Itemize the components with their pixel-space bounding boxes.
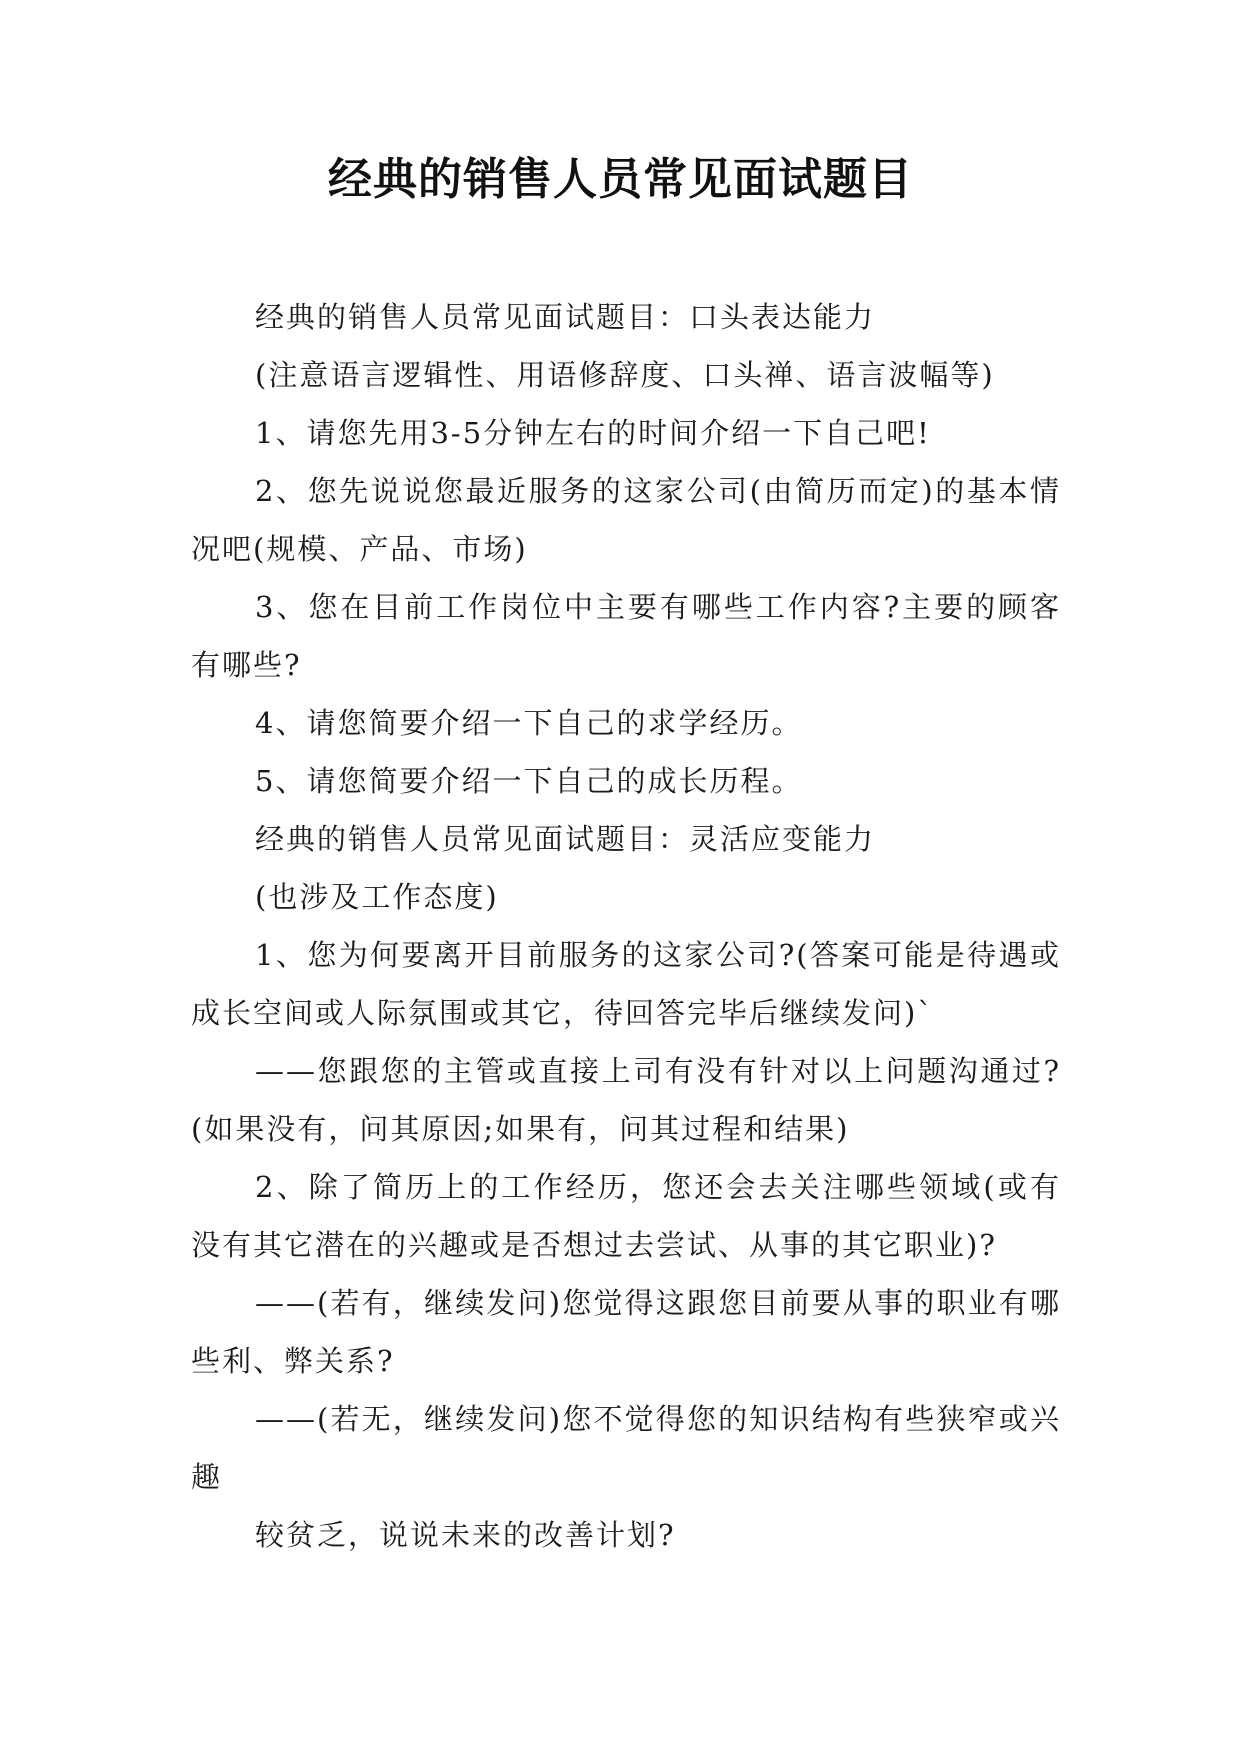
question-item: 1、您为何要离开目前服务的这家公司?(答案可能是待遇或成长空间或人际氛围或其它，待回答完毕后继续发问)` xyxy=(191,938,1061,1030)
question-item: 2、除了简历上的工作经历，您还会去关注哪些领域(或有没有其它潜在的兴趣或是否想过去尝试、从事的其它职业)? xyxy=(191,1170,1061,1262)
paragraph: (注意语言逻辑性、用语修辞度、口头禅、语言波幅等) xyxy=(255,358,995,392)
follow-up-item: ——(若有，继续发问)您觉得这跟您目前要从事的职业有哪些利、弊关系? xyxy=(191,1286,1061,1378)
question-item: 1、请您先用3-5分钟左右的时间介绍一下自己吧! xyxy=(255,416,931,450)
document-body xyxy=(191,288,1061,1564)
follow-up-item: ——(若无，继续发问)您不觉得您的知识结构有些狭窄或兴趣 xyxy=(191,1402,1061,1494)
section-heading-adaptability: 经典的销售人员常见面试题目：灵活应变能力 xyxy=(255,822,876,856)
follow-up-item: ——您跟您的主管或直接上司有没有针对以上问题沟通过?(如果没有，问其原因;如果有，问其过程和结果) xyxy=(191,1054,1061,1146)
question-item: 5、请您简要介绍一下自己的成长历程。 xyxy=(255,764,803,798)
paragraph: 较贫乏，说说未来的改善计划? xyxy=(255,1518,676,1552)
section-heading-verbal: 经典的销售人员常见面试题目：口头表达能力 xyxy=(255,300,876,334)
document-title: 经典的销售人员常见面试题目 xyxy=(328,154,913,205)
question-item: 4、请您简要介绍一下自己的求学经历。 xyxy=(255,706,803,740)
paragraph: (也涉及工作态度) xyxy=(255,880,499,914)
question-item: 2、您先说说您最近服务的这家公司(由简历而定)的基本情况吧(规模、产品、市场) xyxy=(191,474,1061,566)
question-item: 3、您在目前工作岗位中主要有哪些工作内容?主要的顾客有哪些? xyxy=(191,590,1061,682)
